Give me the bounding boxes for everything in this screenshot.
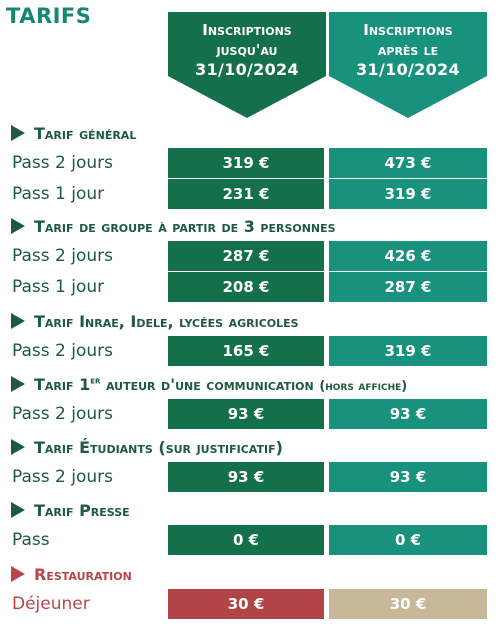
section-title: Restauration <box>34 564 132 584</box>
section-title: Tarif général <box>34 123 137 143</box>
section-heading-restaurant <box>11 563 132 585</box>
price-late: 93 € <box>329 399 487 429</box>
column-header-line2: jusqu'au <box>216 41 278 59</box>
price-early: 93 € <box>168 462 324 492</box>
row-label: Pass 2 jours <box>12 153 113 173</box>
section-heading-first-author <box>11 373 407 395</box>
price-late: 30 € <box>329 589 487 619</box>
price-late: 0 € <box>329 525 487 555</box>
section-title: Tarif Inrae, Idele, lycées agricoles <box>34 311 299 331</box>
price-early: 30 € <box>168 589 324 619</box>
price-early: 208 € <box>168 272 324 302</box>
price-early: 319 € <box>168 148 324 178</box>
price-late: 426 € <box>329 241 487 271</box>
row-label: Déjeuner <box>12 594 90 614</box>
section-title: Tarif 1er auteur d'une communication (hors affiche) <box>34 374 408 394</box>
section-heading-students <box>11 436 283 458</box>
column-header-date: 31/10/2024 <box>195 60 299 79</box>
column-header-line1: Inscriptions <box>363 21 453 39</box>
column-header-late <box>329 12 487 118</box>
price-late: 319 € <box>329 179 487 209</box>
price-late: 473 € <box>329 148 487 178</box>
row-label: Pass 1 jour <box>12 277 105 297</box>
play-arrow-icon <box>11 218 25 234</box>
play-arrow-icon <box>11 566 25 582</box>
section-title: Tarif de groupe à partir de 3 personnes <box>34 216 336 236</box>
column-header-early <box>168 12 326 118</box>
section-heading-group <box>11 215 336 237</box>
page-title: TARIFS <box>6 4 92 28</box>
section-title: Tarif Étudiants (sur justificatif) <box>34 437 283 457</box>
price-early: 0 € <box>168 525 324 555</box>
play-arrow-icon <box>11 313 25 329</box>
price-early: 287 € <box>168 241 324 271</box>
price-early: 231 € <box>168 179 324 209</box>
row-label: Pass 2 jours <box>12 246 113 266</box>
section-title: Tarif Presse <box>34 500 130 520</box>
row-label: Pass 2 jours <box>12 467 113 487</box>
play-arrow-icon <box>11 502 25 518</box>
play-arrow-icon <box>11 125 25 141</box>
price-late: 93 € <box>329 462 487 492</box>
row-label: Pass 1 jour <box>12 184 105 204</box>
price-late: 319 € <box>329 336 487 366</box>
price-late: 287 € <box>329 272 487 302</box>
row-label: Pass 2 jours <box>12 341 113 361</box>
price-early: 165 € <box>168 336 324 366</box>
row-label: Pass <box>12 530 50 550</box>
column-header-line1: Inscriptions <box>202 21 292 39</box>
price-early: 93 € <box>168 399 324 429</box>
play-arrow-icon <box>11 439 25 455</box>
section-heading-inrae <box>11 310 299 332</box>
row-label: Pass 2 jours <box>12 404 113 424</box>
section-heading-general <box>11 122 136 144</box>
play-arrow-icon <box>11 376 25 392</box>
column-header-date: 31/10/2024 <box>356 60 460 79</box>
section-heading-press <box>11 499 130 521</box>
column-header-line2: après le <box>377 41 439 59</box>
